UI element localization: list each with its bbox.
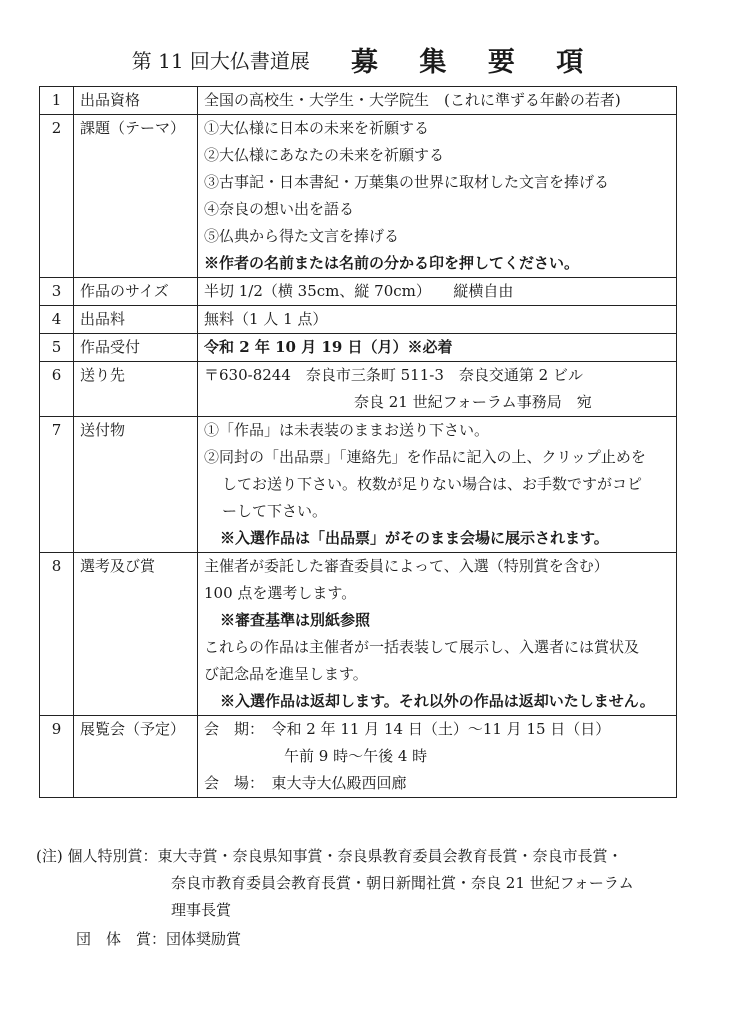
shipping-item-cont: ーして下さい。 (222, 502, 328, 520)
criteria-note: ※審査基準は別紙参照 (220, 611, 371, 629)
exhibition-period: 会 期： 令和 2 年 11 月 14 日（土）～11 月 15 日（日） (204, 720, 611, 738)
row-content (198, 115, 677, 278)
theme-item: ④奈良の想い出を語る (204, 200, 355, 218)
address-line: 〒630-8244 奈良市三条町 511-3 奈良交通第 2 ビル (204, 366, 583, 384)
table-row (40, 306, 677, 334)
deadline-text: 令和 2 年 10 月 19 日（月）※必着 (204, 338, 453, 356)
award-text: これらの作品は主催者が一括表装して展示し、入選者には賞状及 (204, 638, 640, 656)
row-label: 課題（テーマ） (74, 115, 198, 278)
table-row (40, 334, 677, 362)
row-content (198, 417, 677, 553)
note-group-award: 団 体 賞：団体奨励賞 (76, 930, 242, 948)
shipping-note: ※入選作品は「出品票」がそのまま会場に展示されます。 (220, 529, 609, 547)
shipping-item: ①「作品」は未表装のままお送り下さい。 (204, 421, 490, 439)
selection-text: 主催者が委託した審査委員によって、入選（特別賞を含む） (204, 557, 609, 575)
eligibility-text: 全国の高校生・大学生・大学院生 (これに準ずる年齢の若者) (204, 91, 621, 109)
exhibition-hours: 午前 9 時～午後 4 時 (284, 747, 428, 765)
row-content (198, 362, 677, 417)
page-title (0, 40, 731, 79)
note-individual-awards: (注) 個人特別賞：東大寺賞・奈良県知事賞・奈良県教育委員会教育長賞・奈良市長賞・ (36, 847, 623, 865)
note-individual-awards-cont: 奈良市教育委員会教育長賞・朝日新聞社賞・奈良 21 世紀フォーラム (171, 874, 634, 892)
size-text: 半切 1/2（横 35cm、縦 70cm） 縦横自由 (204, 282, 514, 300)
row-content (198, 716, 677, 798)
document-heading: 募 集 要 項 (351, 47, 600, 78)
row-number: 1 (40, 87, 74, 115)
award-text: び記念品を進呈します。 (204, 665, 368, 683)
recipient-line: 奈良 21 世紀フォーラム事務局 宛 (354, 393, 592, 411)
note-individual-awards-cont: 理事長賞 (171, 901, 232, 919)
fee-text: 無料（1 人 1 点） (204, 310, 328, 328)
row-label: 選考及び賞 (74, 553, 198, 716)
row-label: 出品資格 (74, 87, 198, 115)
row-number: 2 (40, 115, 74, 278)
requirements-table (39, 86, 677, 798)
shipping-item: ②同封の「出品票」「連絡先」を作品に記入の上、クリップ止めを (204, 448, 646, 466)
table-row (40, 553, 677, 716)
theme-item: ③古事記・日本書紀・万葉集の世界に取材した文言を捧げる (204, 173, 610, 191)
table-row (40, 278, 677, 306)
table-row (40, 362, 677, 417)
exhibition-venue: 会 場： 東大寺大仏殿西回廊 (204, 774, 407, 792)
exhibition-name: 第 11 回大仏書道展 (131, 49, 310, 73)
return-note: ※入選作品は返却します。それ以外の作品は返却いたしません。 (220, 692, 655, 710)
theme-item: ①大仏様に日本の未来を祈願する (204, 119, 430, 137)
table-row (40, 87, 677, 115)
table-row (40, 716, 677, 798)
shipping-item-cont: してお送り下さい。枚数が足りない場合は、お手数ですがコピ (222, 475, 643, 493)
row-content (198, 87, 677, 115)
row-label: 出品料 (74, 306, 198, 334)
row-number: 3 (40, 278, 74, 306)
row-label: 送付物 (74, 417, 198, 553)
row-content (198, 278, 677, 306)
row-label: 作品のサイズ (74, 278, 198, 306)
theme-item: ⑤仏典から得た文言を捧げる (204, 227, 400, 245)
notes-section (36, 843, 696, 953)
row-label: 展覧会（予定） (74, 716, 198, 798)
row-content (198, 306, 677, 334)
row-label: 作品受付 (74, 334, 198, 362)
theme-note: ※作者の名前または名前の分かる印を押してください。 (204, 254, 580, 272)
row-number: 6 (40, 362, 74, 417)
row-number: 4 (40, 306, 74, 334)
row-label: 送り先 (74, 362, 198, 417)
row-content (198, 334, 677, 362)
row-number: 5 (40, 334, 74, 362)
row-number: 8 (40, 553, 74, 716)
selection-text: 100 点を選考します。 (204, 584, 357, 602)
row-content (198, 553, 677, 716)
row-number: 7 (40, 417, 74, 553)
row-number: 9 (40, 716, 74, 798)
table-row (40, 417, 677, 553)
table-row (40, 115, 677, 278)
theme-item: ②大仏様にあなたの未来を祈願する (204, 146, 445, 164)
